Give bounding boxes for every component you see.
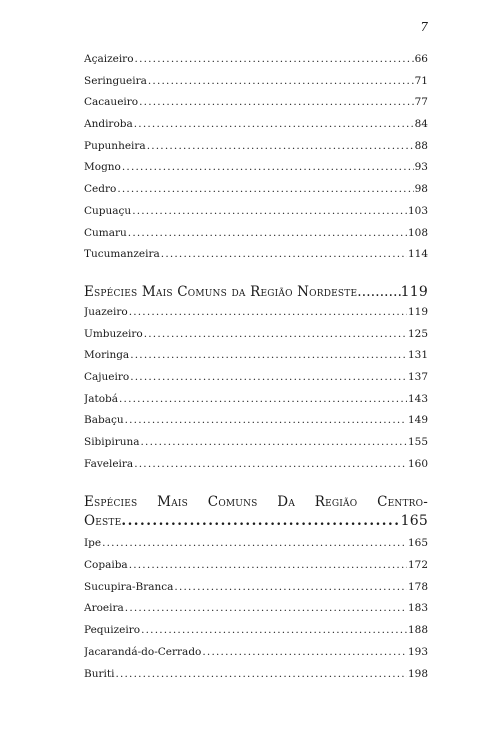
dot-leader: [139, 96, 414, 108]
toc-entry-page: 198: [407, 667, 428, 680]
dot-leader: [130, 349, 407, 361]
toc-entry-page: 88: [414, 139, 428, 152]
toc-entry[interactable]: [84, 161, 428, 183]
toc-entry-page: 77: [414, 96, 428, 109]
toc-entry[interactable]: [84, 646, 428, 668]
toc-group-nordeste: [84, 306, 428, 480]
toc-entry[interactable]: [84, 602, 428, 624]
toc-entry-page: 165: [407, 537, 428, 550]
dot-leader: [174, 581, 407, 593]
toc-entry-title: Cupuaçu: [84, 204, 132, 217]
dot-leader: [357, 284, 400, 300]
toc-entry-title: Pequizeiro: [84, 624, 141, 637]
toc-entry-title: Tucumanzeira: [84, 248, 160, 261]
toc-entry-title: Buriti: [84, 667, 115, 680]
toc-entry[interactable]: [84, 624, 428, 646]
dot-leader: [202, 646, 407, 658]
toc-entry[interactable]: [84, 458, 428, 480]
toc-entry[interactable]: [84, 414, 428, 436]
dot-leader: [129, 559, 407, 571]
toc-entry-page: 66: [414, 53, 428, 65]
toc-entry-title: Babaçu: [84, 414, 124, 427]
toc-entry-page: 98: [414, 183, 428, 196]
section-heading-page: 165: [400, 513, 428, 530]
toc-entry-title: Cajueiro: [84, 370, 130, 383]
toc-entry-title: Juazeiro: [84, 305, 128, 318]
dot-leader: [122, 161, 414, 173]
toc-entry-page: 84: [414, 118, 428, 131]
toc-entry-title: Seringueira: [84, 74, 147, 87]
toc-entry-title: Mogno: [84, 161, 121, 174]
dot-leader: [135, 53, 414, 65]
section-heading-centro-oeste[interactable]: [84, 493, 428, 531]
toc-entry[interactable]: [84, 306, 428, 328]
toc-entry-title: Faveleira: [84, 457, 134, 470]
section-heading-nordeste[interactable]: [84, 284, 428, 300]
toc-entry-page: 183: [407, 602, 428, 615]
toc-entry[interactable]: [84, 183, 428, 205]
dot-leader: [130, 371, 407, 383]
toc-entry[interactable]: [84, 668, 428, 690]
dot-leader: [117, 183, 413, 195]
dot-leader: [141, 624, 407, 636]
dot-leader: [102, 537, 407, 549]
toc-entry-title: Pupunheira: [84, 139, 146, 152]
dot-leader: [144, 328, 407, 340]
table-of-contents: [84, 53, 428, 689]
toc-entry[interactable]: [84, 205, 428, 227]
page-number: 7: [420, 20, 428, 34]
section-heading-title-line2-row: [84, 512, 428, 531]
toc-entry-page: 108: [407, 226, 428, 239]
toc-entry-page: 119: [407, 305, 428, 318]
toc-entry-title: Sucupira-Branca: [84, 580, 174, 593]
toc-entry-title: Aroeira: [84, 602, 124, 615]
toc-entry-title: Ipe: [84, 537, 102, 550]
dot-leader: [141, 436, 407, 448]
toc-entry-page: 155: [407, 436, 428, 448]
dot-leader: [129, 306, 407, 318]
toc-entry-page: 137: [407, 370, 428, 383]
toc-entry[interactable]: [84, 140, 428, 162]
toc-entry[interactable]: [84, 248, 428, 270]
toc-group-centro-oeste: [84, 537, 428, 689]
toc-entry-title: Moringa: [84, 349, 130, 362]
dot-leader: [148, 75, 414, 87]
toc-entry-page: 93: [414, 161, 428, 174]
toc-entry-title: Cacaueiro: [84, 96, 139, 109]
toc-group-norte: [84, 53, 428, 270]
toc-entry-title: Cedro: [84, 183, 117, 196]
toc-entry-page: 114: [407, 248, 428, 261]
dot-leader: [125, 602, 407, 614]
toc-entry-page: 160: [407, 457, 428, 470]
toc-entry[interactable]: [84, 537, 428, 559]
toc-entry[interactable]: [84, 96, 428, 118]
dot-leader: [134, 458, 407, 470]
toc-entry-page: 143: [407, 392, 428, 405]
toc-entry-title: Umbuzeiro: [84, 327, 143, 340]
toc-entry-title: Açaizeiro: [84, 53, 134, 65]
section-heading-title: Espécies Mais Comuns da Região Nordeste: [84, 283, 358, 300]
toc-entry[interactable]: [84, 75, 428, 97]
toc-entry-title: Jatobá: [84, 392, 118, 405]
toc-entry[interactable]: [84, 349, 428, 371]
toc-entry-title: Andiroba: [84, 118, 133, 131]
toc-entry[interactable]: [84, 559, 428, 581]
toc-entry-page: 172: [407, 559, 428, 572]
toc-entry-title: Cumaru: [84, 226, 127, 239]
section-heading-page: 119: [400, 283, 428, 300]
dot-leader: [119, 393, 407, 405]
dot-leader: [147, 140, 414, 152]
toc-entry-page: 103: [407, 204, 428, 217]
toc-entry[interactable]: [84, 118, 428, 140]
toc-entry[interactable]: [84, 227, 428, 249]
toc-entry[interactable]: [84, 53, 428, 75]
toc-entry-page: 188: [407, 624, 428, 637]
dot-leader: [128, 227, 407, 239]
section-heading-title-line1: Espécies Mais Comuns Da Região Centro-: [84, 494, 428, 511]
toc-entry[interactable]: [84, 393, 428, 415]
dot-leader: [121, 512, 400, 531]
toc-entry[interactable]: [84, 371, 428, 393]
toc-entry-title: Jacarandá-do-Cerrado: [84, 645, 202, 658]
toc-entry-page: 149: [407, 414, 428, 427]
toc-entry[interactable]: [84, 328, 428, 350]
dot-leader: [115, 668, 407, 680]
toc-entry-page: 193: [407, 645, 428, 658]
toc-entry-title: Copaiba: [84, 559, 128, 572]
toc-entry[interactable]: [84, 581, 428, 603]
toc-entry-page: 131: [407, 349, 428, 362]
toc-entry-page: 125: [407, 327, 428, 340]
toc-entry-page: 71: [414, 74, 428, 87]
toc-entry-page: 178: [407, 580, 428, 593]
dot-leader: [125, 414, 407, 426]
toc-entry[interactable]: [84, 436, 428, 458]
dot-leader: [134, 118, 414, 130]
dot-leader: [132, 205, 407, 217]
dot-leader: [161, 248, 407, 260]
section-heading-title-line2: Oeste: [84, 513, 122, 530]
toc-entry-title: Sibipiruna: [84, 436, 140, 448]
